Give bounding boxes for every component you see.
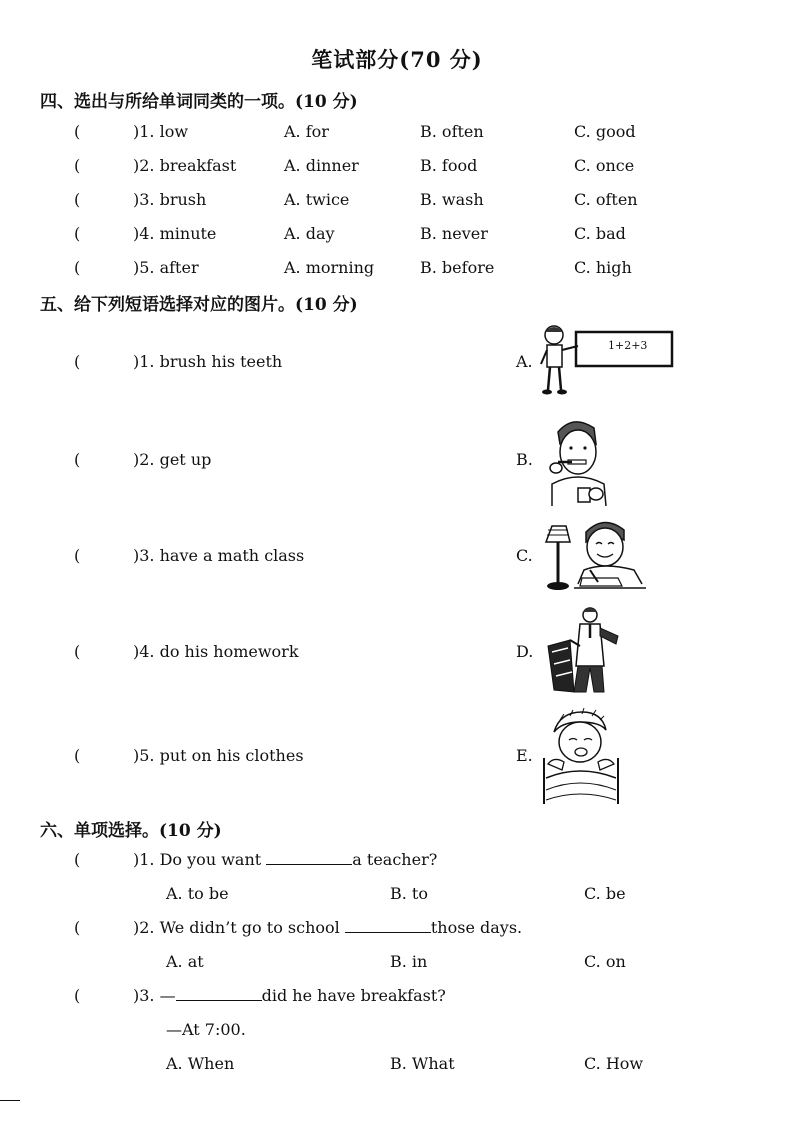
question-word: )2. breakfast: [133, 156, 237, 175]
answer-paren[interactable]: (: [74, 850, 81, 869]
option-c: C. be: [584, 884, 626, 903]
option-a: A. for: [284, 122, 329, 141]
fill-blank[interactable]: [345, 918, 431, 933]
question-stem: )1. Do you want: [133, 850, 262, 869]
question-text: [133, 850, 437, 869]
phrase-text: )3. have a math class: [133, 546, 305, 565]
answer-paren[interactable]: (: [74, 642, 81, 661]
answer-paren[interactable]: (: [74, 918, 81, 937]
picture-d-put-on-clothes: [540, 606, 626, 694]
answer-paren[interactable]: (: [74, 122, 81, 141]
question-text: [133, 918, 522, 937]
option-c: C. often: [574, 190, 638, 209]
option-b: B. before: [420, 258, 495, 277]
page-edge-mark: [0, 1100, 20, 1101]
answer-paren[interactable]: (: [74, 746, 81, 765]
question-text: [133, 986, 446, 1005]
option-b: B. food: [420, 156, 478, 175]
answer-paren[interactable]: (: [74, 986, 81, 1005]
option-c: C. once: [574, 156, 635, 175]
fill-blank[interactable]: [266, 850, 352, 865]
blackboard-text: 1+2+3: [608, 339, 648, 352]
dialogue-answer: —At 7:00.: [166, 1020, 246, 1039]
option-b: B. to: [390, 884, 428, 903]
option-a: A. When: [166, 1054, 235, 1073]
picture-b-brush-teeth: [538, 414, 614, 506]
option-c: C. on: [584, 952, 626, 971]
question-word: )3. brush: [133, 190, 207, 209]
answer-paren[interactable]: (: [74, 352, 81, 371]
phrase-text: )4. do his homework: [133, 642, 299, 661]
picture-a-math-class: [538, 322, 674, 398]
option-a: A. twice: [284, 190, 350, 209]
answer-paren[interactable]: (: [74, 224, 81, 243]
section-6-heading: 六、单项选择。(10 分): [40, 821, 222, 841]
picture-e-get-up: [540, 708, 622, 804]
option-c: C. How: [584, 1054, 644, 1073]
question-stem: )3. —: [133, 986, 176, 1005]
picture-letter: D.: [516, 642, 534, 661]
answer-paren[interactable]: (: [74, 258, 81, 277]
question-stem: )2. We didn’t go to school: [133, 918, 340, 937]
question-stem-end: a teacher?: [352, 850, 438, 869]
option-c: C. bad: [574, 224, 626, 243]
phrase-text: )5. put on his clothes: [133, 746, 304, 765]
option-b: B. never: [420, 224, 488, 243]
phrase-text: )2. get up: [133, 450, 212, 469]
answer-paren[interactable]: (: [74, 450, 81, 469]
option-a: A. to be: [166, 884, 229, 903]
option-b: B. in: [390, 952, 428, 971]
question-word: )1. low: [133, 122, 189, 141]
question-stem-end: did he have breakfast?: [261, 986, 446, 1005]
option-a: A. dinner: [284, 156, 359, 175]
picture-letter: E.: [516, 746, 533, 765]
phrase-text: )1. brush his teeth: [133, 352, 283, 371]
fill-blank[interactable]: [176, 986, 262, 1001]
option-c: C. good: [574, 122, 636, 141]
picture-c-homework: [538, 514, 648, 596]
section-4-heading: 四、选出与所给单词同类的一项。(10 分): [40, 92, 358, 112]
question-word: )5. after: [133, 258, 199, 277]
page-title: 笔试部分(70 分): [311, 47, 483, 72]
option-b: B. wash: [420, 190, 484, 209]
answer-paren[interactable]: (: [74, 156, 81, 175]
option-a: A. morning: [284, 258, 375, 277]
picture-letter: A.: [516, 352, 533, 371]
question-word: )4. minute: [133, 224, 217, 243]
answer-paren[interactable]: (: [74, 190, 81, 209]
option-b: B. What: [390, 1054, 455, 1073]
picture-letter: B.: [516, 450, 533, 469]
picture-letter: C.: [516, 546, 533, 565]
option-c: C. high: [574, 258, 632, 277]
option-a: A. at: [166, 952, 204, 971]
section-5-heading: 五、给下列短语选择对应的图片。(10 分): [40, 295, 358, 315]
answer-paren[interactable]: (: [74, 546, 81, 565]
option-b: B. often: [420, 122, 484, 141]
question-stem-end: those days.: [430, 918, 523, 937]
option-a: A. day: [284, 224, 335, 243]
